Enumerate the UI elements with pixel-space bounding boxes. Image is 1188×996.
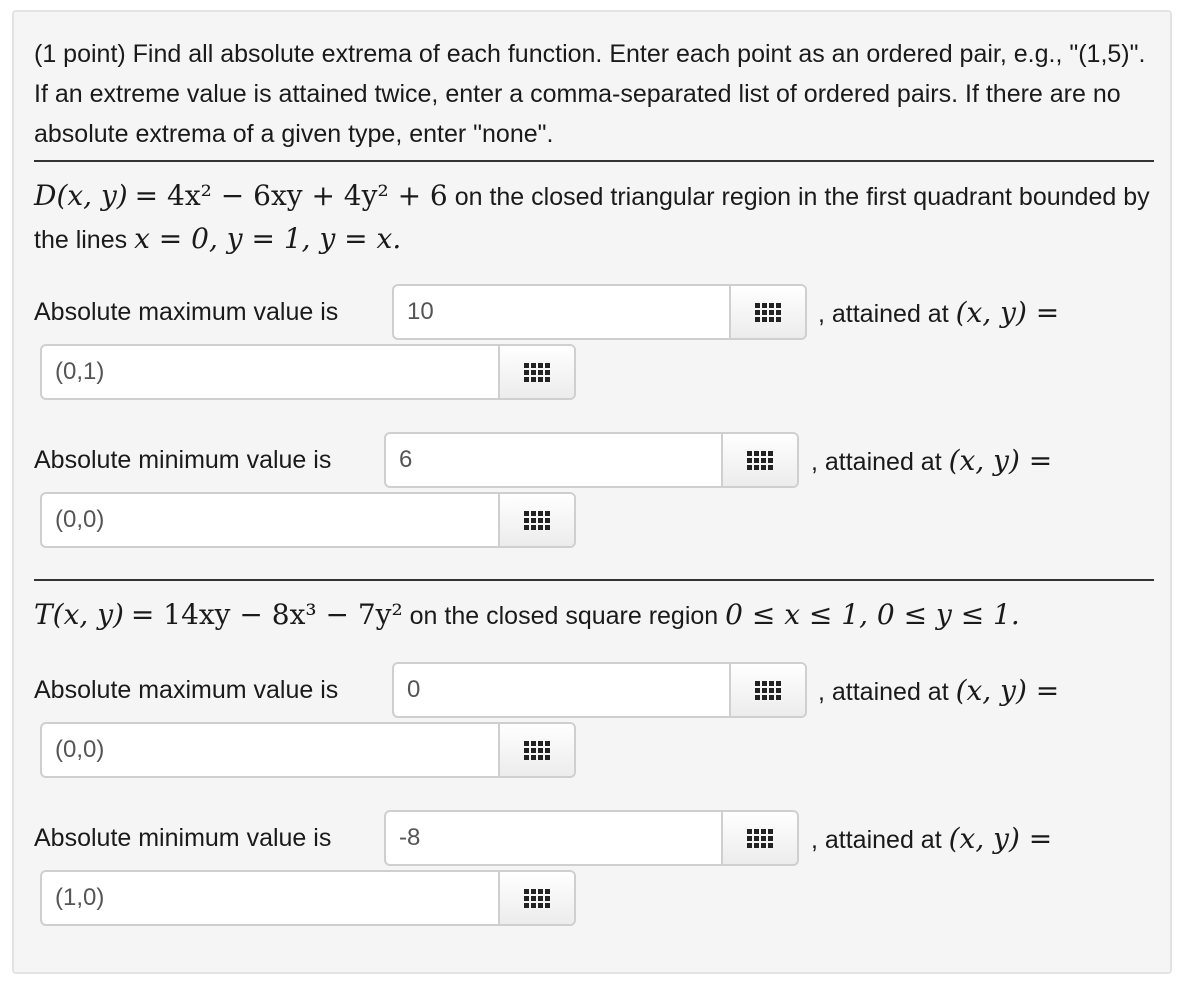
t-min-point-equation-editor-button[interactable] xyxy=(498,872,574,924)
t-max-point-field[interactable] xyxy=(40,722,576,778)
function-d-region-math: x = 0, y = 1, y = x. xyxy=(134,222,402,255)
d-max-point-field[interactable] xyxy=(40,344,576,400)
keypad-icon xyxy=(524,363,550,382)
xy-math: (x, y) = xyxy=(955,296,1060,329)
keypad-icon xyxy=(747,451,773,470)
t-max-value-input[interactable]: 0 xyxy=(407,676,421,703)
function-d-lhs: D(x, y) xyxy=(34,179,128,212)
d-max-point-equation-editor-button[interactable] xyxy=(498,346,574,398)
keypad-icon xyxy=(755,303,781,322)
function-d-rhs: = 4x² − 6xy + 4y² + 6 xyxy=(134,179,448,212)
keypad-icon xyxy=(747,829,773,848)
xy-math: (x, y) = xyxy=(948,822,1053,855)
t-max-equation-editor-button[interactable] xyxy=(729,664,805,716)
d-min-point-input[interactable]: (0,0) xyxy=(55,506,105,533)
d-min-equation-editor-button[interactable] xyxy=(721,434,797,486)
d-max-point-input[interactable]: (0,1) xyxy=(55,358,105,385)
function-t-statement xyxy=(34,594,1154,637)
d-min-value-input[interactable]: 6 xyxy=(399,446,413,473)
t-min-value-input[interactable]: -8 xyxy=(399,824,421,851)
attained-text: , attained at xyxy=(811,826,942,854)
function-t-lhs: T(x, y) xyxy=(34,598,124,631)
d-min-label: Absolute minimum value is xyxy=(34,446,332,474)
t-min-point-field[interactable] xyxy=(40,870,576,926)
attained-text: , attained at xyxy=(811,448,942,476)
t-max-point-equation-editor-button[interactable] xyxy=(498,724,574,776)
t-max-value-field[interactable] xyxy=(392,662,807,718)
problem-panel xyxy=(12,10,1172,974)
t-min-equation-editor-button[interactable] xyxy=(721,812,797,864)
attained-text: , attained at xyxy=(818,300,949,328)
t-max-label: Absolute maximum value is xyxy=(34,676,339,704)
t-min-attained-label xyxy=(811,822,1052,855)
function-t-region-text: on the closed square region xyxy=(409,602,719,630)
keypad-icon xyxy=(524,741,550,760)
keypad-icon xyxy=(524,511,550,530)
t-min-value-field[interactable] xyxy=(384,810,799,866)
xy-math: (x, y) = xyxy=(955,674,1060,707)
t-min-label: Absolute minimum value is xyxy=(34,824,332,852)
keypad-icon xyxy=(524,889,550,908)
attained-text: , attained at xyxy=(818,678,949,706)
function-t-rhs: = 14xy − 8x³ − 7y² xyxy=(130,598,403,631)
d-min-attained-label xyxy=(811,444,1052,477)
keypad-icon xyxy=(755,681,781,700)
function-d-statement xyxy=(34,175,1154,261)
d-min-point-equation-editor-button[interactable] xyxy=(498,494,574,546)
xy-math: (x, y) = xyxy=(948,444,1053,477)
d-max-equation-editor-button[interactable] xyxy=(729,286,805,338)
t-min-point-input[interactable]: (1,0) xyxy=(55,884,105,911)
section-divider xyxy=(34,579,1154,581)
problem-instructions: (1 point) Find all absolute extrema of each function. Enter each point as an ordered pair, e.g., "(1,5)". If an extreme value is attained twice, enter a comma-separated list of ordered pairs. If there are no absolute extrema of a given type, enter "none". xyxy=(34,40,1146,148)
d-max-attained-label xyxy=(818,296,1059,329)
section-divider xyxy=(34,160,1154,162)
d-max-value-input[interactable]: 10 xyxy=(407,298,434,325)
d-min-value-field[interactable] xyxy=(384,432,799,488)
d-min-point-field[interactable] xyxy=(40,492,576,548)
t-max-attained-label xyxy=(818,674,1059,707)
d-max-label: Absolute maximum value is xyxy=(34,298,339,326)
d-max-value-field[interactable] xyxy=(392,284,807,340)
function-t-region-math: 0 ≤ x ≤ 1, 0 ≤ y ≤ 1. xyxy=(725,598,1020,631)
function-d-region-text: on the closed triangular region in the first quadrant bounded by the lines xyxy=(34,183,1150,254)
t-max-point-input[interactable]: (0,0) xyxy=(55,736,105,763)
